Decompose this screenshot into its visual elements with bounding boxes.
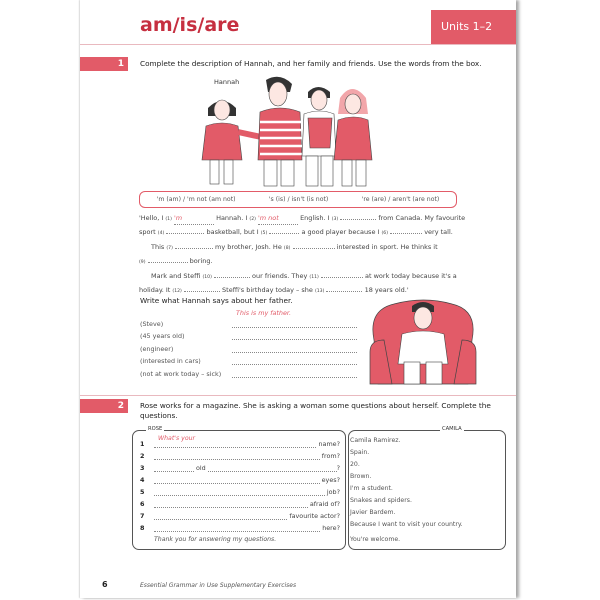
exercise-1-number: 1 [80,57,128,71]
father-row: (45 years old) [140,330,357,342]
question-row: 6 afraid of? [140,500,340,508]
page-number: 6 [102,580,108,589]
paragraph-line: holiday. It (12) Steffi's birthday today – she (13) 18 years old.' [139,286,409,295]
book-title: Essential Grammar in Use Supplementary Exercises [140,582,297,589]
section-rule [80,395,516,396]
question-row: 7 favourite actor? [140,512,340,520]
paragraph-line: Mark and Steffi (10) our friends. They (11) at work today because it's a [151,271,457,280]
camila-answer: Spain. [350,449,370,456]
hannah-label: Hannah [214,78,240,86]
father-row: (interested in cars) [140,355,357,367]
units-tab: Units 1–2 [431,10,516,44]
camila-answer: I'm a student. [350,485,393,492]
camila-answer: You're welcome. [350,536,401,543]
exercise-2-number: 2 [80,399,128,413]
example-answer: This is my father. [236,309,291,317]
paragraph-line: sport (4) basketball, but I (5) a good player because I (6) very tall. [139,228,453,237]
workbook-page [80,0,516,598]
father-row: (engineer) [140,343,357,355]
question-row: 4 eyes? [140,476,340,484]
camila-label: CAMILA [442,426,462,432]
father-armchair-illustration [368,296,478,392]
camila-answer: Javier Bardem. [350,509,396,516]
word-box-item: 's (is) / isn't (is not) [268,196,329,203]
rose-closing: Thank you for answering my questions. [154,536,277,543]
question-row: 5 job? [140,488,340,496]
description-paragraph [139,212,509,298]
camila-answer: Snakes and spiders. [350,497,412,504]
father-row: (not at work today – sick) [140,368,357,380]
camila-answer: Because I want to visit your country. [350,521,463,528]
word-box [139,191,457,208]
header-rule [80,44,516,45]
example-answer: 'm [173,214,183,222]
word-box-item: 'm (am) / 'm not (am not) [156,196,236,203]
camila-answer: Brown. [350,473,372,480]
camila-answer: 20. [350,461,360,468]
family-illustration [200,70,380,188]
exercise-2-instruction: Rose works for a magazine. She is asking a woman some questions about herself. Complete the questions. [140,401,491,420]
camila-answer: Camila Ramirez. [350,437,401,444]
example-answer: 'm not [258,214,279,222]
example-answer: What's your [158,435,196,442]
question-row: 3 old ? [140,464,340,472]
paragraph-line: 'Hello, I (1) 'm Hannah. I (2) 'm not English. I (3) from Canada. My favourite [139,212,509,226]
word-box-item: 're (are) / aren't (are not) [361,196,440,203]
question-row: 1 What's your name? [140,435,340,448]
paragraph-line: (9) boring. [139,257,213,266]
father-row: (Steve) This is my father. [140,318,357,330]
question-row: 2 from? [140,452,340,460]
rose-label: ROSE [148,426,163,432]
paragraph-line: This (7) my brother, Josh. He (8) interested in sport. He thinks it [151,242,438,251]
exercise-1-instruction: Complete the description of Hannah, and her family and friends. Use the words from the box. [140,59,482,68]
question-row: 8 here? [140,524,340,532]
father-sentences [140,309,357,380]
page-title: am/is/are [140,14,240,36]
father-instruction: Write what Hannah says about her father. [140,296,293,305]
